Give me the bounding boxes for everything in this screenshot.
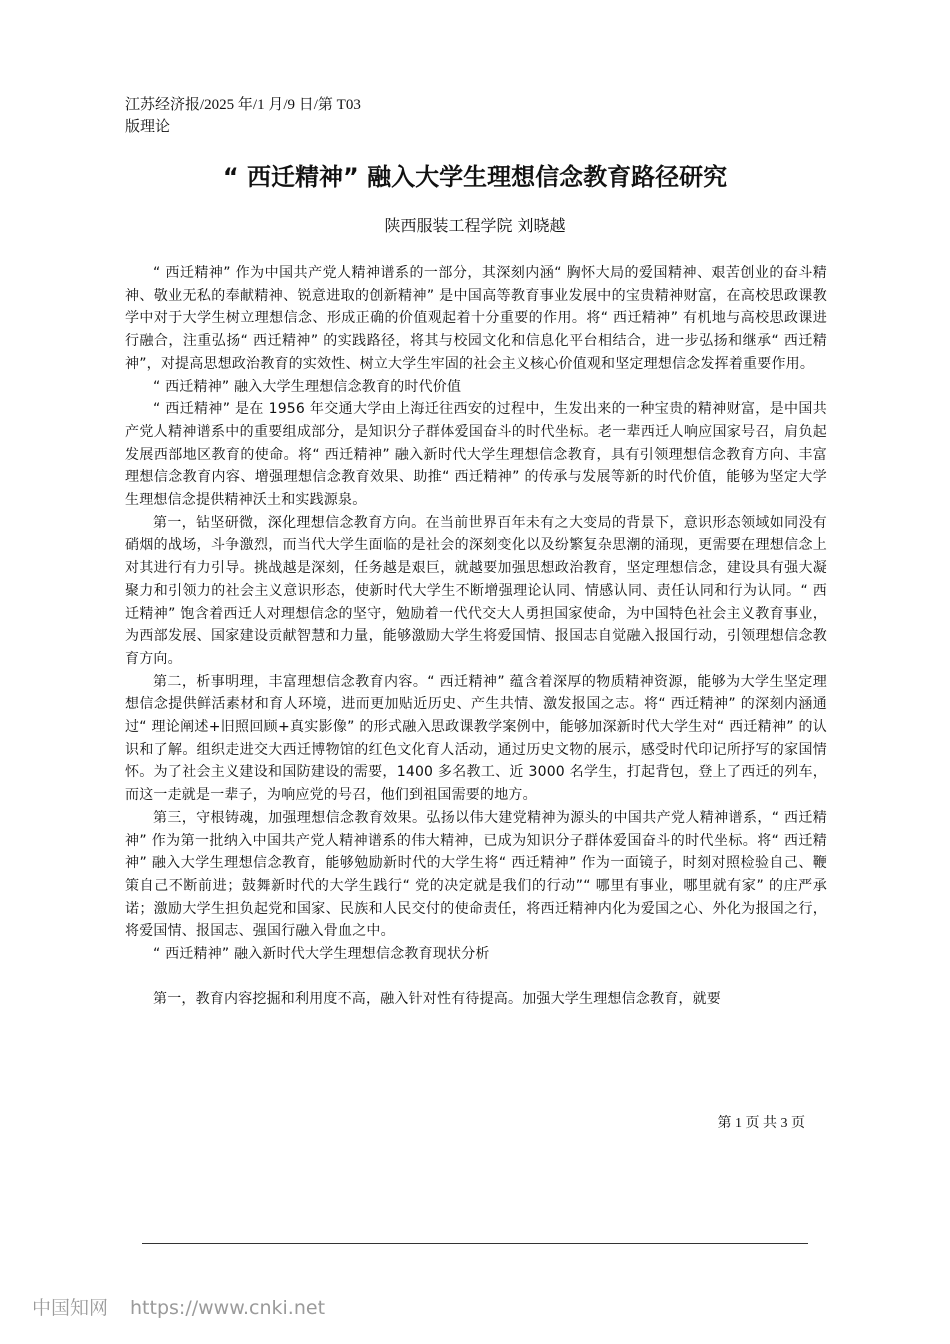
watermark-url: https://www.cnki.net <box>130 1297 326 1319</box>
source-line-2: 版理论 <box>125 119 171 135</box>
paragraph-point-1: 第一，钻坚研微，深化理想信念教育方向。在当前世界百年未有之大变局的背景下，意识形态领域如同没有硝烟的战场，斗争激烈，而当代大学生面临的是社会的深刻变化以及纷繁复杂思潮的涌现，更需要在理想信念上对其进行有力引导。挑战越是深刻，任务越是艰巨，就越要加强思想政治教育，坚定理想信念，建设具有强大凝聚力和引领力的社会主义意识形态，使新时代大学生不断增强理论认同、情感认同、责任认同和行为认同。“ 西迁精神” 饱含着西迁人对理想信念的坚守，勉励着一代代交大人勇担国家使命，为中国特色社会主义教育事业，为西部发展、国家建设贡献智慧和力量，能够激励大学生将爱国情、报国志自觉融入报国行动，引领理想信念教育方向。 <box>125 514 827 667</box>
paragraph-status-1: 第一，教育内容挖掘和利用度不高，融入针对性有待提高。加强大学生理想信念教育，就要 <box>153 990 721 1007</box>
article-title: “ 西迁精神” 融入大学生理想信念教育路径研究 <box>222 163 728 191</box>
footer-divider <box>142 1243 808 1244</box>
source-citation <box>125 94 405 138</box>
section-heading-value: “ 西迁精神” 融入大学生理想信念教育的时代价值 <box>153 378 462 395</box>
paragraph-point-2: 第二，析事明理，丰富理想信念教育内容。“ 西迁精神” 蕴含着深厚的物质精神资源，能够为大学生坚定理想信念提供鲜活素材和育人环境，进而更加贴近历史、产生共情、激发报国之志。将“ 西迁精神” 的深刻内涵通过“ 理论阐述+旧照回顾+真实影像” 的形式融入思政课教学案例中，能够加深新时代大学生对“ 西迁精神” 的认识和了解。组织走进交大西迁博物馆的红色文化育人活动，通过历史文物的展示，感受时代印记所抒写的家国情怀。为了社会主义建设和国防建设的需要，1400 多名教工、近 3000 名学生，打起背包，登上了西迁的列车，而这一走就是一辈子，为响应党的号召，他们到祖国需要的地方。 <box>125 673 827 804</box>
paragraph-history: “ 西迁精神” 是在 1956 年交通大学由上海迁往西安的过程中，生发出来的一种宝贵的精神财富，是中国共产党人精神谱系中的重要组成部分，是知识分子群体爱国奋斗的时代坐标。老一辈西迁人响应国家号召，肩负起发展西部地区教育的使命。将“ 西迁精神” 融入新时代大学生理想信念教育，具有引领理想信念教育方向、丰富理想信念教育内容、增强理想信念教育效果、助推“ 西迁精神” 的传承与发展等新的时代价值，能够为坚定大学生理想信念提供精神沃土和实践源泉。 <box>125 401 827 509</box>
cnki-watermark <box>32 1293 325 1323</box>
watermark-brand: 中国知网 <box>32 1297 109 1319</box>
article-byline: 陕西服装工程学院 刘晓越 <box>384 216 566 235</box>
source-line-1: 江苏经济报/2025 年/1 月/9 日/第 T03 <box>125 97 361 113</box>
page-number: 第 1 页 共 3 页 <box>717 1116 805 1131</box>
article-body <box>125 262 827 1011</box>
section-heading-status: “ 西迁精神” 融入新时代大学生理想信念教育现状分析 <box>153 946 490 963</box>
paragraph-point-3: 第三，守根铸魂，加强理想信念教育效果。弘扬以伟大建党精神为源头的中国共产党人精神谱系，“ 西迁精神” 作为第一批纳入中国共产党人精神谱系的伟大精神，已成为知识分子群体爱国奋斗的时代坐标。将“ 西迁精神” 融入大学生理想信念教育，能够勉励新时代的大学生将“ 西迁精神” 作为一面镜子，时刻对照检验自己、鞭策自己不断前进；鼓舞新时代的大学生践行“ 党的决定就是我们的行动”“ 哪里有事业，哪里就有家” 的庄严承诺；激励大学生担负起党和国家、民族和人民交付的使命责任，将西迁精神内化为爱国之心、外化为报国之行，将爱国情、报国志、强国行融入骨血之中。 <box>125 809 827 940</box>
paragraph-intro: “ 西迁精神” 作为中国共产党人精神谱系的一部分，其深刻内涵“ 胸怀大局的爱国精神、艰苦创业的奋斗精神、敬业无私的奉献精神、锐意进取的创新精神” 是中国高等教育事业发展中的宝贵精神财富，在高校思政课教学中对于大学生树立理想信念、形成正确的价值观起着十分重要的作用。将“ 西迁精神” 有机地与高校思政课进行融合，注重弘扬“ 西迁精神” 的实践路径，将其与校园文化和信息化平台相结合，进一步弘扬和继承“ 西迁精神”，对提高思想政治教育的实效性、树立大学生牢固的社会主义核心价值观和坚定理想信念发挥着重要作用。 <box>125 265 827 372</box>
